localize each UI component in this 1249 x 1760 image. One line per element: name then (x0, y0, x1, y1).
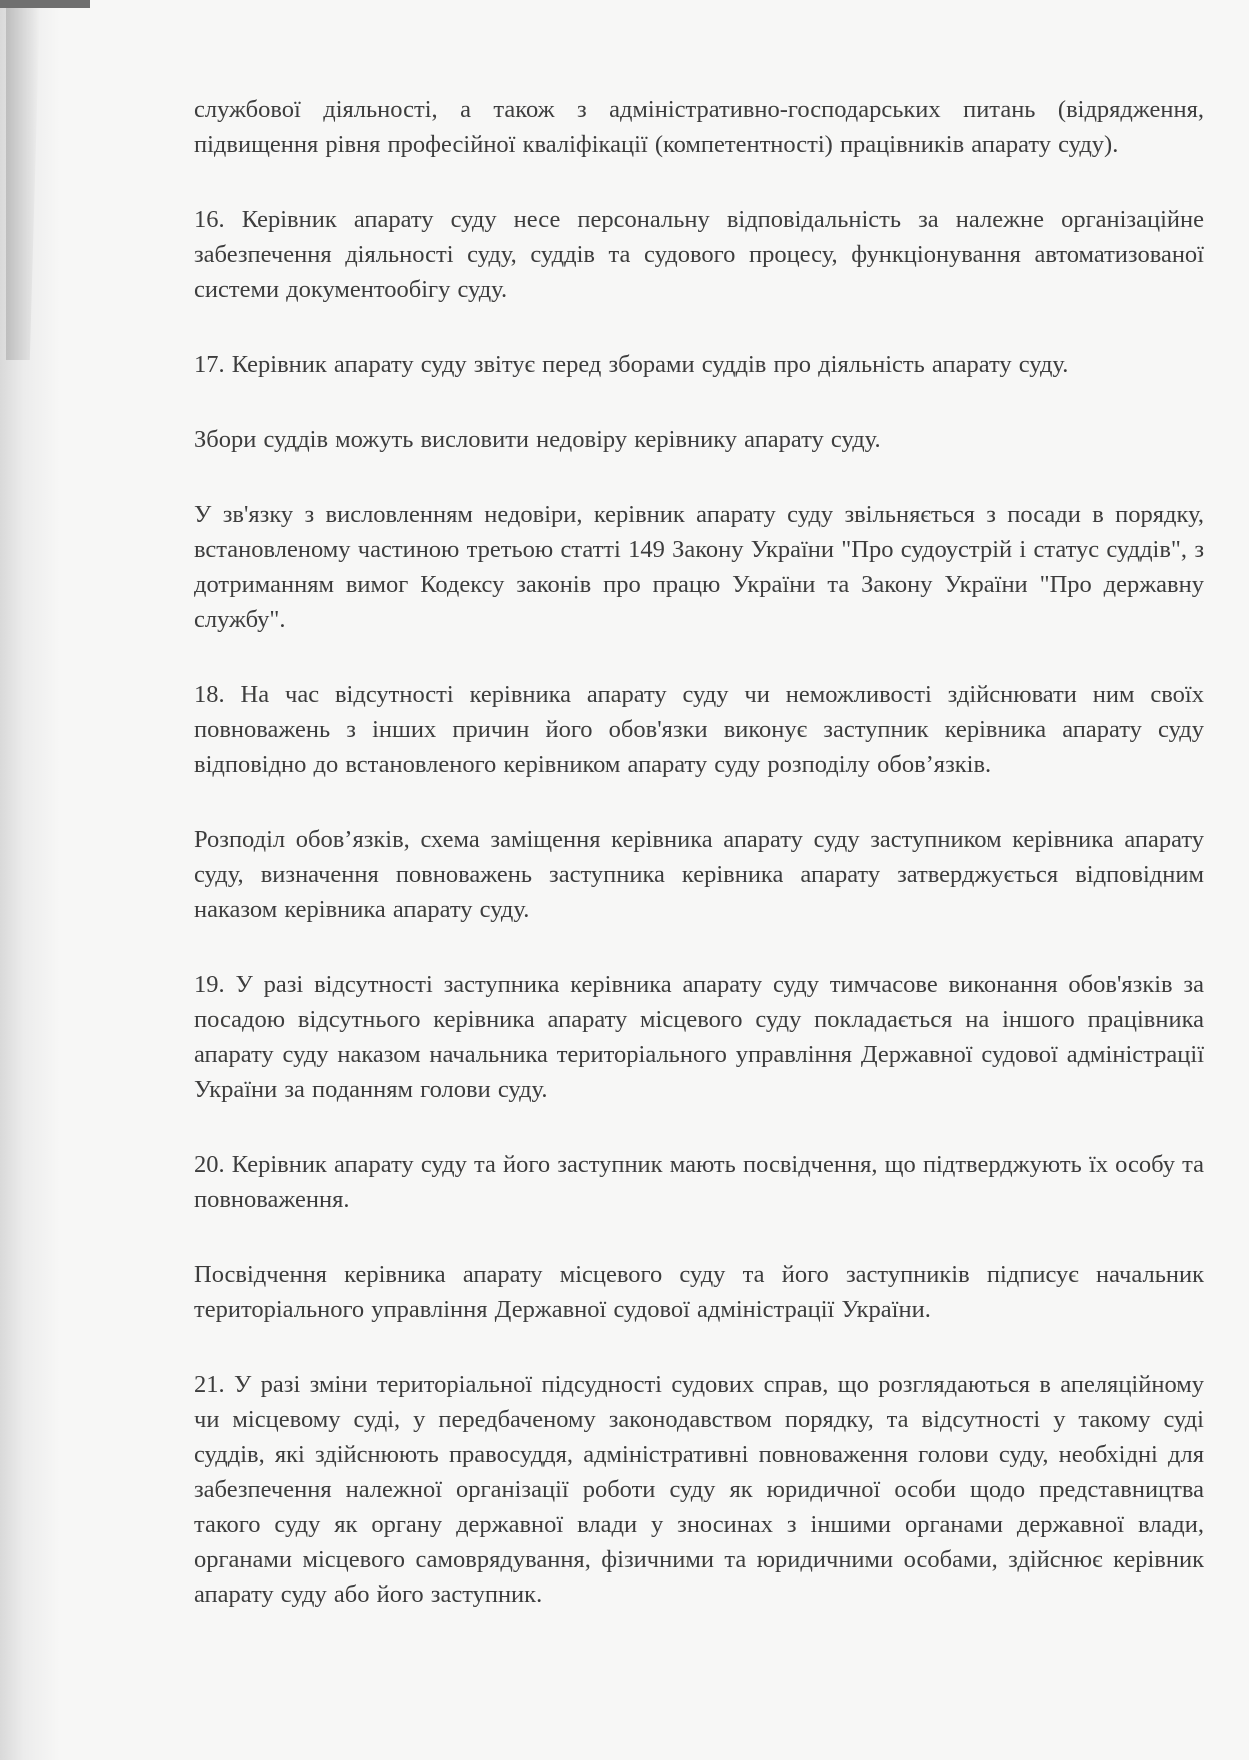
paragraph-17-no-confidence: Збори суддів можуть висловити недовіру керівнику апарату суду. (194, 426, 881, 453)
paragraph-19: 19. У разі відсутності заступника керівника апарату суду тимчасове виконання обов'язків за посадою відсутнього керівника апарату місцевого суду покладається на іншого працівника апарату суду наказом начальника територіального управління Державної судової адміністрації України за поданням голови суду. (194, 971, 1204, 1103)
paragraph-continuation: службової діяльності, а також з адміністративно-господарських питань (відрядження, підвищення рівня професійної кваліфікації (компетентності) працівників апарату суду). (194, 96, 1204, 158)
paragraph-16: 16. Керівник апарату суду несе персональну відповідальність за належне організаційне забезпечення діяльності суду, суддів та судового процесу, функціонування автоматизованої системи документообігу суду. (194, 206, 1204, 303)
paragraph-21: 21. У разі зміни територіальної підсудності судових справ, що розглядаються в апеляційному чи місцевому суді, у передбаченому законодавством порядку, та відсутності у такому суді суддів, які здійснюють правосуддя, адміністративні повноваження голови суду, необхідні для забезпечення належної організації роботи суду як юридичної особи щодо представництва такого суду як органу державної влади у зносинах з іншими органами державної влади, органами місцевого самоврядування, фізичними та юридичними особами, здійснює керівник апарату суду або його заступник. (194, 1371, 1204, 1608)
paragraph-18-duties-distribution: Розподіл обов’язків, схема заміщення керівника апарату суду заступником керівника апарату суду, визначення повноважень заступника керівника апарату затверджується відповідним наказом керівника апарату суду. (194, 826, 1204, 923)
paragraph-20-certificates: Посвідчення керівника апарату місцевого суду та його заступників підписує начальник територіального управління Державної судової адміністрації України. (194, 1261, 1204, 1323)
scan-corner-mark (0, 0, 90, 8)
paragraph-17-dismissal: У зв'язку з висловленням недовіри, керівник апарату суду звільняється з посади в порядку, встановленому частиною третьою статті 149 Закону України "Про судоустрій і статус суддів", з дотриманням вимог Кодексу законів про працю України та Закону України "Про державну службу". (194, 501, 1204, 633)
document-body (194, 92, 1204, 1652)
paragraph-17: 17. Керівник апарату суду звітує перед зборами суддів про діяльність апарату суду. (194, 351, 1069, 378)
paragraph-20: 20. Керівник апарату суду та його заступник мають посвідчення, що підтверджують їх особу та повноваження. (194, 1151, 1204, 1213)
paragraph-18: 18. На час відсутності керівника апарату суду чи неможливості здійснювати ним своїх повноважень з інших причин його обов'язки виконує заступник керівника апарату суду відповідно до встановленого керівником апарату суду розподілу обов’язків. (194, 681, 1204, 778)
